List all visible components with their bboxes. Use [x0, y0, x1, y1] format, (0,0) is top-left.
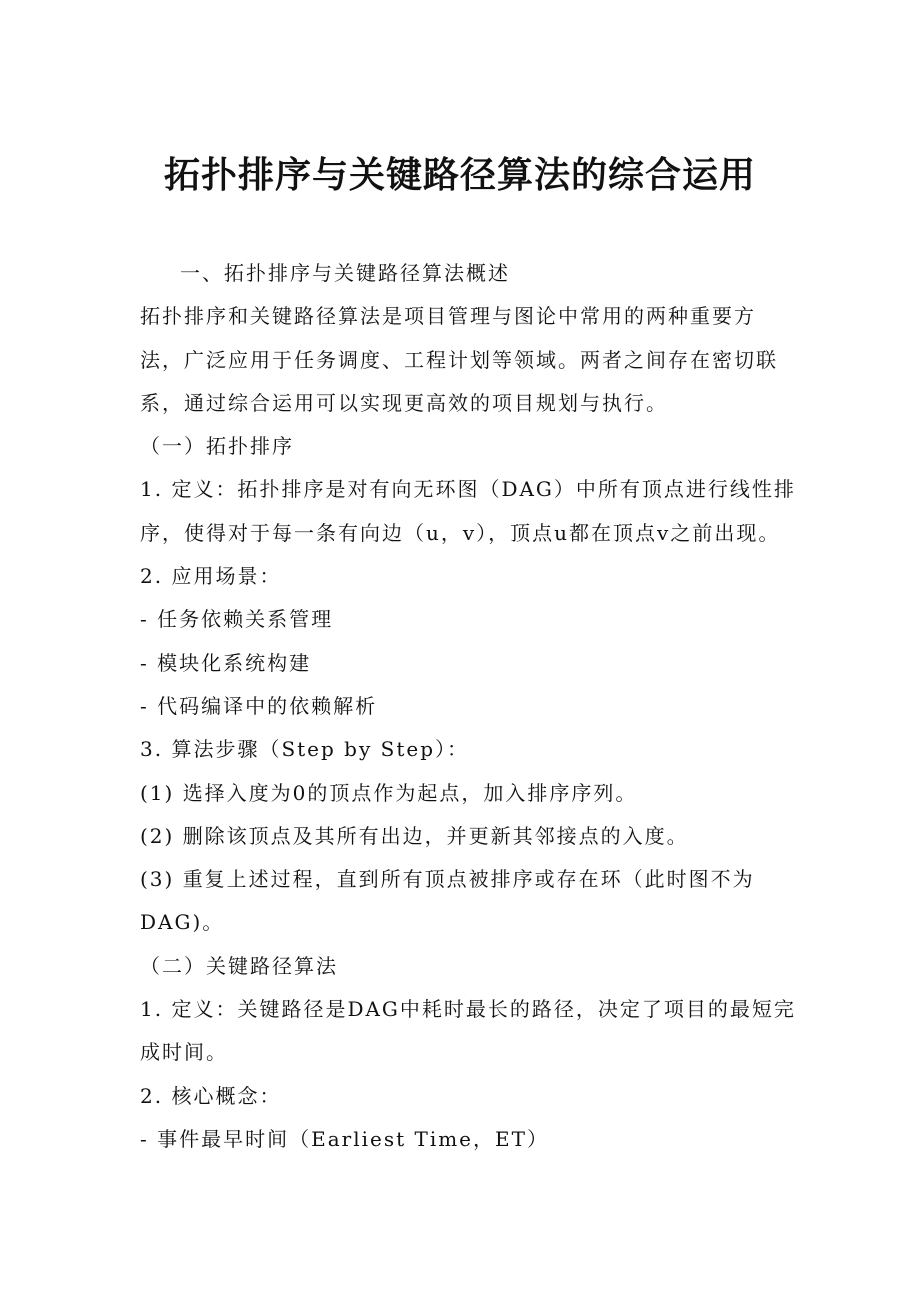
document-body	[140, 252, 796, 1161]
text-line: 拓扑排序和关键路径算法是项目管理与图论中常用的两种重要方	[140, 304, 756, 329]
text-line: 法，广泛应用于任务调度、工程计划等领域。两者之间存在密切联	[140, 347, 778, 372]
text-line: （二）关键路径算法	[140, 953, 338, 978]
text-line: 1. 定义：关键路径是DAG中耗时最长的路径，决定了项目的最短完	[140, 997, 796, 1022]
text-line: (1) 选择入度为0的顶点作为起点，加入排序序列。	[140, 780, 638, 805]
text-line: DAG)。	[140, 910, 225, 935]
text-line: - 事件最早时间（Earliest Time，ET）	[140, 1126, 549, 1151]
text-line: 2. 应用场景：	[140, 564, 282, 589]
text-line: （一）拓扑排序	[140, 434, 294, 459]
text-line: (3) 重复上述过程，直到所有顶点被排序或存在环（此时图不为	[140, 867, 755, 892]
text-line: - 代码编译中的依赖解析	[140, 693, 378, 718]
document-title: 拓扑排序与关键路径算法的综合运用	[163, 155, 756, 196]
text-line: 一、拓扑排序与关键路径算法概述	[180, 261, 510, 285]
text-line: 系，通过综合运用可以实现更高效的项目规划与执行。	[140, 390, 668, 415]
text-line: 1. 定义：拓扑排序是对有向无环图（DAG）中所有顶点进行线性排	[140, 477, 796, 502]
text-line: (2) 删除该顶点及其所有出边，并更新其邻接点的入度。	[140, 823, 689, 848]
text-line: - 模块化系统构建	[140, 650, 312, 675]
text-line: 3. 算法步骤（Step by Step）：	[140, 737, 470, 762]
text-line: 成时间。	[140, 1040, 228, 1065]
text-line: 2. 核心概念：	[140, 1083, 282, 1108]
text-line: 序，使得对于每一条有向边（u，v），顶点u都在顶点v之前出现。	[140, 520, 781, 545]
text-line: - 任务依赖关系管理	[140, 607, 334, 632]
